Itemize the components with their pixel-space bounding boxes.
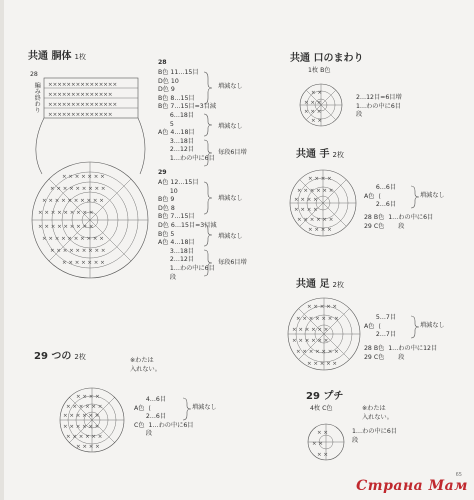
horn-row: 2…6目 (145, 413, 167, 421)
table-row: D色 6…15目=3目減 (158, 221, 217, 229)
mouth-title: 共通 口のまわり (290, 53, 364, 64)
binding-shadow (0, 0, 4, 500)
svg-text:× × × ×: × × × × (294, 197, 318, 203)
table-row: 1…わの中に6目 (169, 264, 215, 272)
svg-text:× × × × ×: × × × × × (307, 361, 338, 367)
page-number: 65 (455, 472, 462, 478)
table-29-label: 29 (158, 169, 167, 176)
svg-text:× × × ×: × × × × (294, 207, 318, 213)
watermark-logo: Страна Мам (356, 478, 468, 494)
horn-side-note: 増減なし (192, 404, 217, 411)
table-row: 3…18目 (169, 137, 194, 145)
table-row: B色 9 (158, 196, 175, 204)
table-row: 3…18目 (169, 247, 194, 255)
table-row: 2…12目 (169, 146, 194, 154)
table-row: B色 5 (158, 230, 175, 238)
mouth-sub: 1枚 B色 (308, 67, 331, 74)
dan-label: 段 (356, 111, 363, 119)
table-row: D色 10 (158, 77, 179, 85)
foot-chart (286, 296, 362, 372)
horn-chart (58, 386, 126, 454)
table-row: 2…12目 (169, 256, 194, 264)
svg-text:× × × × ×: × × × × × (307, 304, 338, 310)
mouth-chart (298, 82, 344, 128)
foot-row: A色 ⟨ (364, 322, 381, 330)
foot-rows (364, 314, 396, 340)
hand-row: 2…6目 (375, 201, 397, 209)
svg-text:× × × × × ×: × × × × × × (63, 413, 100, 419)
table-row: B色 7…15目 (158, 213, 195, 221)
hand-row: A色 ⟨ (364, 192, 381, 200)
petit-row: 1…わの中に6目 (352, 428, 397, 435)
table-row: 5 (169, 120, 174, 128)
mouth-row: 1…わの中に6目 (356, 102, 401, 110)
foot-alt (364, 345, 437, 362)
body-title: 共通 胴体 1枚 (28, 51, 86, 62)
svg-text:× × × × × ×: × × × × × × (63, 424, 100, 430)
petit-note: ※わたは 入れない。 (362, 405, 393, 421)
svg-text:× × × × × ×: × × × × × × (66, 404, 103, 410)
table-row: B色 8…15目 (158, 94, 195, 102)
svg-text:× × × × × × × × ×: × × × × × × × × × (50, 186, 106, 192)
table-row: 1…わの中に6目 (169, 154, 215, 162)
foot-alt-row: 28 B色 1…わの中に12目 (364, 345, 438, 352)
horn-row: 4…6目 (145, 396, 167, 403)
svg-text:× ×: × × (311, 90, 322, 96)
svg-text:× × × × × × ×: × × × × × × × (62, 174, 105, 180)
petit-rows (352, 428, 397, 445)
svg-text:× × × ×: × × × × (76, 394, 100, 400)
table-28-label: 28 (158, 59, 167, 66)
svg-text:× × × × × ×: × × × × × × (292, 338, 329, 344)
foot-title: 共通 足 2枚 (296, 279, 344, 290)
dan-label: 段 (169, 273, 176, 281)
note: 毎段6目増 (218, 259, 247, 266)
svg-text:×××××××××××××××: ××××××××××××××× (48, 102, 118, 108)
svg-text:× × × × × × × × ×: × × × × × × × × × (38, 224, 94, 230)
note: 毎段6目増 (218, 149, 247, 156)
mouth-rows (356, 94, 402, 120)
horn-row: A色 ⟨ (134, 404, 151, 412)
svg-text:× × × × × × × × × ×: × × × × × × × × × × (42, 198, 104, 204)
svg-text:×××××××××××××××: ××××××××××××××× (48, 82, 118, 88)
hand-alt-row: 29 C色 段 (364, 222, 405, 230)
foot-side-note: 増減なし (420, 322, 445, 329)
table-row: 6…18目 (169, 111, 194, 119)
svg-text:× × × × × × × × ×: × × × × × × × × × (38, 210, 94, 216)
svg-text:× × × × × ×: × × × × × × (297, 188, 334, 194)
svg-text:× × × ×: × × × × (76, 444, 100, 450)
foot-row: 5…7目 (375, 314, 397, 321)
body-chart (28, 70, 158, 275)
svg-text:× × × × × × ×: × × × × × × × (62, 260, 105, 266)
svg-text:× × ×: × × × (304, 109, 322, 115)
note: 増減なし (218, 83, 243, 90)
table-row: A色 12…15目 (158, 179, 199, 186)
dan-label: 段 (352, 436, 359, 444)
horn-brace (182, 397, 192, 423)
svg-text:× × × × × × ×: × × × × × × × (296, 349, 339, 355)
petit-title: 29 プチ (306, 391, 344, 402)
foot-brace (410, 315, 420, 341)
hand-title: 共通 手 2枚 (296, 149, 344, 160)
table-row: A色 4…18目 (158, 129, 195, 137)
horn-note: ※わたは 入れない。 (130, 357, 161, 373)
dan-label: 段 (145, 430, 152, 438)
svg-text:× × × × × ×: × × × × × × (292, 327, 329, 333)
foot-row: 2…7目 (375, 331, 397, 339)
hand-alt-row: 28 B色 1…わの中に6目 (364, 214, 434, 221)
table-row: B色 11…15目 (158, 69, 199, 76)
table-row: 10 (169, 187, 178, 195)
note: 増減なし (218, 123, 243, 130)
petit-chart (306, 422, 346, 462)
svg-text:× ×: × × (312, 441, 323, 447)
note: 増減なし (218, 233, 243, 240)
hand-alt (364, 214, 433, 231)
hand-brace (410, 185, 420, 211)
table-row: A色 4…18目 (158, 239, 195, 247)
foot-alt-row: 29 C色 段 (364, 353, 405, 361)
hand-side-note: 増減なし (420, 192, 445, 199)
svg-text:× × × × × ×: × × × × × × (66, 434, 103, 440)
horn-row: C色 1…わの中に6目 (134, 421, 194, 429)
hand-rows (364, 184, 396, 210)
table-row: D色 8 (158, 204, 175, 212)
svg-text:××××××××××××××: ×××××××××××××× (48, 112, 113, 118)
svg-text:× × × ×: × × × × (308, 227, 332, 233)
svg-text:× ×: × × (317, 430, 328, 436)
svg-text:× × × × × × × × ×: × × × × × × × × × (50, 248, 106, 254)
svg-text:× ×: × × (311, 118, 322, 124)
svg-text:× × ×: × × × (304, 100, 322, 106)
table-row: D色 9 (158, 86, 175, 94)
hand-row: 6…6目 (375, 184, 397, 191)
hand-chart (288, 168, 358, 238)
note: 増減なし (218, 195, 243, 202)
svg-text:× × × × × ×: × × × × × × (297, 217, 334, 223)
svg-text:× × × × × × ×: × × × × × × × (296, 316, 339, 322)
row-marker: 28 (30, 71, 38, 78)
petit-sub: 4枚 C色 (310, 405, 333, 412)
svg-text:××××××××××××××: ×××××××××××××× (48, 92, 113, 98)
svg-text:× × × ×: × × × × (308, 176, 332, 182)
horn-title: 29 つの 2枚 (34, 351, 86, 362)
end-label: 編み終わり (33, 82, 41, 113)
mouth-row: 2…12目=6目増 (356, 94, 402, 101)
table-row: B色 7…15目=3目減 (158, 103, 217, 111)
svg-text:× × × × × × × × × ×: × × × × × × × × × × (42, 236, 104, 242)
svg-text:× ×: × × (317, 452, 328, 458)
